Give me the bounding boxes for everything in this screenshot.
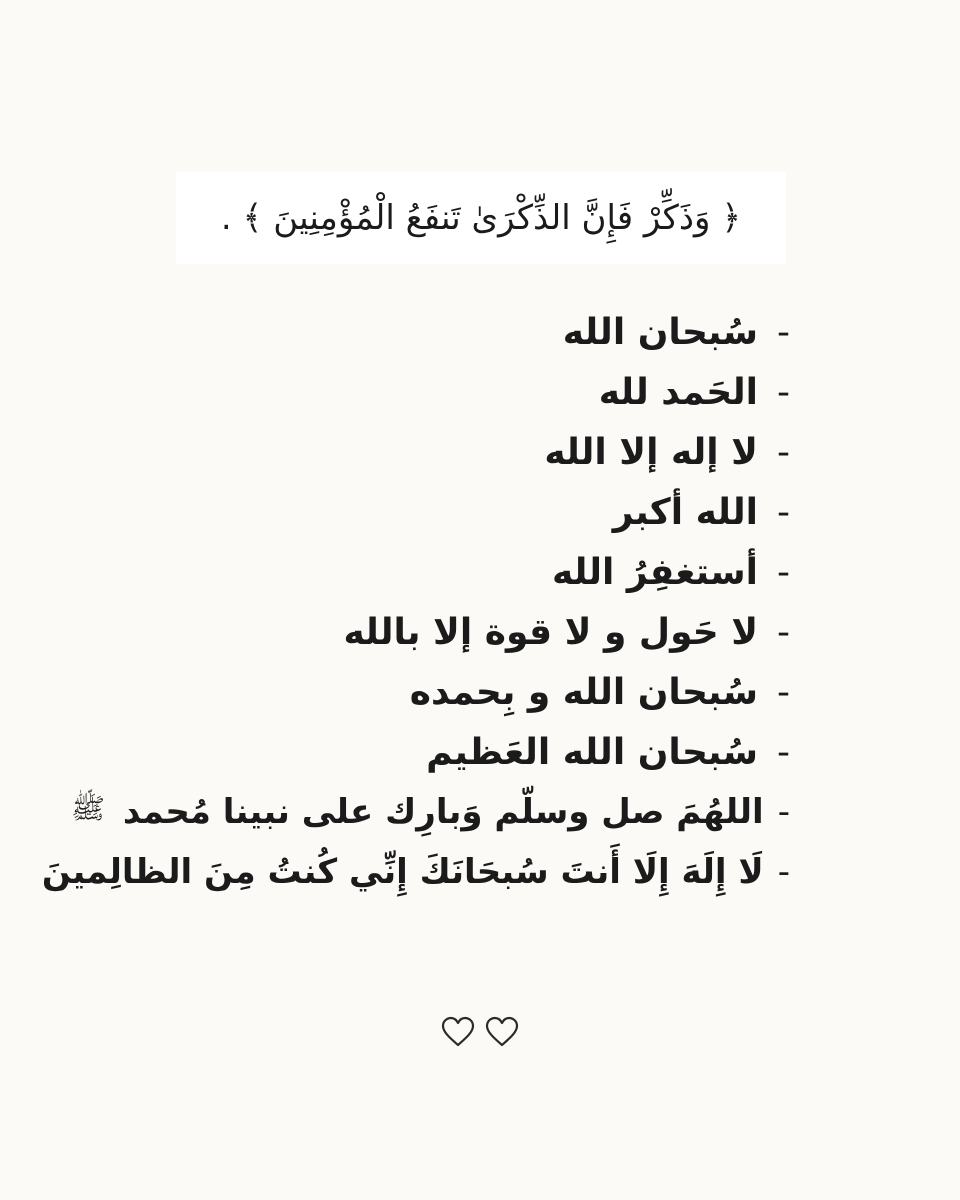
dhikr-text: أستغفِرُ الله	[552, 551, 758, 593]
list-dash: -	[777, 431, 790, 473]
list-dash: -	[777, 792, 790, 832]
dhikr-text: لا إله إلا الله	[544, 431, 758, 473]
dhikr-text: سُبحان الله	[562, 311, 758, 353]
dhikr-item	[90, 602, 790, 662]
list-dash: -	[777, 371, 790, 413]
list-dash: -	[777, 611, 790, 653]
list-dash: -	[777, 731, 790, 773]
dhikr-text: اللهُمَ صل وسلّم وَبارِك على نبينا مُحمد	[122, 792, 764, 832]
heart-outline-icon	[440, 1016, 476, 1048]
list-dash: -	[777, 852, 790, 892]
dhikr-item	[90, 302, 790, 362]
dhikr-item	[90, 362, 790, 422]
dhikr-item	[71, 782, 790, 842]
quran-verse-banner	[176, 172, 786, 264]
list-dash: -	[777, 311, 790, 353]
list-dash: -	[777, 671, 790, 713]
dhikr-item	[90, 662, 790, 722]
dhikr-text: لا حَول و لا قوة إلا بالله	[343, 611, 758, 653]
salawat-symbol: ﷺ	[71, 792, 105, 825]
hearts-decoration	[0, 1016, 960, 1048]
dhikr-text: الحَمد لله	[598, 371, 758, 413]
dhikr-item	[41, 842, 790, 902]
dhikr-item	[90, 422, 790, 482]
dhikr-text: سُبحان الله و بِحمده	[409, 671, 758, 713]
list-dash: -	[777, 491, 790, 533]
dhikr-text: لَا إِلَهَ إِلَا أَنتَ سُبحَانَكَ إِنِّي كُنتُ مِنَ الظالِمينَ	[41, 852, 764, 892]
heart-outline-icon	[484, 1016, 520, 1048]
dhikr-item	[90, 542, 790, 602]
dhikr-text: سُبحان الله العَظيم	[426, 731, 758, 773]
dhikr-item	[90, 482, 790, 542]
dhikr-text: الله أكبر	[612, 491, 758, 533]
dhikr-item	[90, 722, 790, 782]
quran-verse: ﴿ وَذَكِّرْ فَإِنَّ الذِّكْرَىٰ تَنفَعُ الْمُؤْمِنِينَ ﴾ .	[220, 198, 742, 238]
list-dash: -	[777, 551, 790, 593]
dhikr-list	[41, 302, 790, 902]
